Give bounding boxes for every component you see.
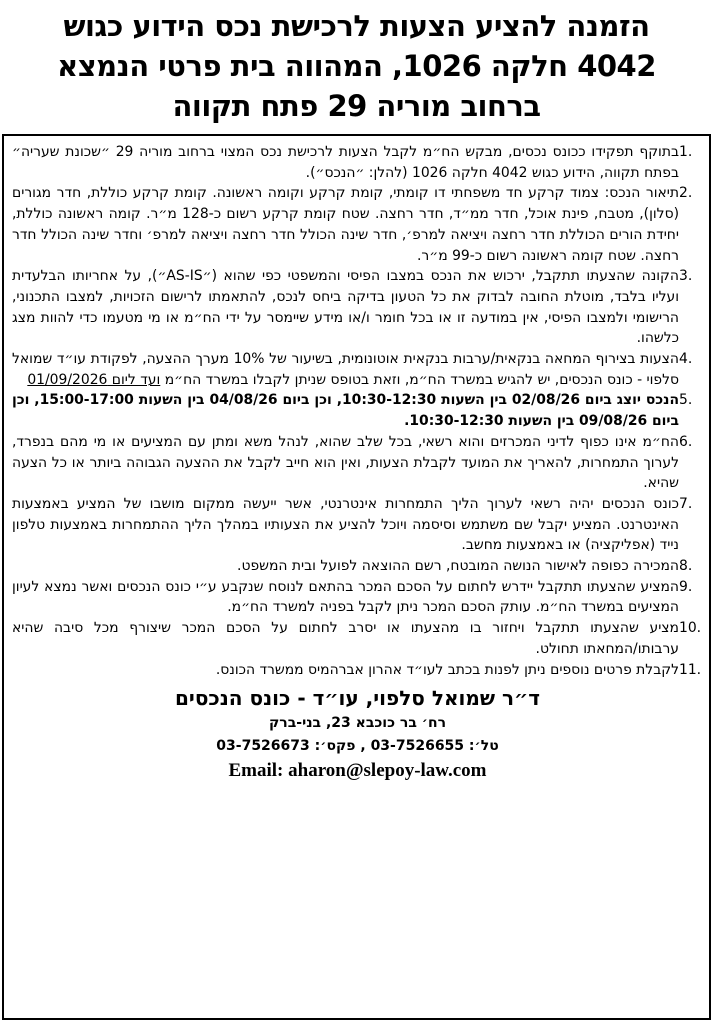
item-text: הח״מ אינו כפוף לדיני המכרזים והוא רשאי, בכל שלב שהוא, לנהל משא ומתן עם המציעים או מי מהם בנפרד, לערוך התמחרות, להאריך את המועד לקבלת הצעות, ואין הוא חייב לקבל את ההצעה הגבוהה ביותר או כל הצעה שהיא.	[12, 433, 679, 492]
notice-title	[0, 6, 713, 126]
item-number: 9.	[679, 578, 693, 595]
item-number: 7.	[679, 495, 693, 512]
notice-item	[12, 432, 703, 494]
item-text: תיאור הנכס: צמוד קרקע חד משפחתי דו קומתי, קומת קרקע וקומה ראשונה. קומת קרקע כוללת, חדר מגורים (סלון), מטבח, פינת אוכל, חדר ממ״ד, חדר רחצה. שטח קומת קרקע רשום כ-128 מ״ר. קומה ראשונה כוללת, יחידת הורים הכוללת חדר רחצה ויציאה למרפ׳, חדר שינה הכולל חדר רחצה ויציאה למרפ׳ וחדר שינה הכולל חדר רחצה. שטח קומה ראשונה רשום כ-99 מ״ר.	[12, 185, 679, 264]
notice-item	[12, 142, 703, 183]
title-line-1: הזמנה להציע הצעות לרכישת נכס הידוע כגוש	[63, 9, 650, 43]
item-number: 4.	[679, 351, 693, 368]
item-text: כונס הנכסים יהיה רשאי לערוך הליך התמחרות אינטרנטי, אשר ייעשה ממקום מושבו של המציע באמצעות האינטרנט. המציע יקבל שם משתמש וסיסמה ויוכל להציע את הצעותיו במהלך הליך ההתמחרות באמצעות טלפון נייד (אפליקציה) או באמצעות מחשב.	[12, 495, 679, 554]
item-text: הקונה שהצעתו תתקבל, ירכוש את הנכס במצבו הפיסי והמשפטי כפי שהוא (״AS-IS״), על אחריותו הבלעדית ועליו בלבד, מוטלת החובה לבדוק את כל הטעון בדיקה ביחס לנכס, להתאמתו לרישום הזכויות, למצבו התכנוני, הרישומי ולמצבו הפיסי, אין במודעה זו או בכל חומר ו/או מידע שיימסר על ידי הח״מ או מי מטעמו כדי להוות מצג כלשהו.	[12, 268, 679, 347]
item-number: 10.	[679, 620, 702, 637]
item-text: מציע שהצעתו תתקבל ויחזור בו מהצעתו או יסרב לחתום על הסכם המכר שיצורף מכל סיבה שהיא ערבותו/המחאתו תחולט.	[12, 620, 679, 657]
item-text-main: הצעות בצירוף המחאה בנקאית/ערבות בנקאית אוטונומית, בשיעור של 10% מערך ההצעה, לפקודת עו״ד שמואל סלפוי - כונס הנכסים, יש להגיש במשרד הח״מ, וזאת בטופס שניתן לקבלו במשרד הח״מ	[12, 351, 680, 388]
notice-item	[12, 494, 703, 556]
item-number: 2.	[679, 185, 693, 202]
notice-item	[12, 266, 703, 349]
receiver-phones: טל׳: 03-7526655 , פקס׳: 03-7526673	[216, 738, 499, 755]
item-text: המציע שהצעתו תתקבל יידרש לחתום על הסכם המכר בהתאם לנוסח שנקבע ע״י כונס הנכסים ואשר נמצא לעיון המציעים במשרד הח״מ. עותק הסכם המכר ניתן לקבל בפניה למשרד הח״מ.	[12, 578, 679, 616]
receiver-address: רח׳ בר כוכבא 23, בני-ברק	[268, 715, 447, 732]
item-number: 11.	[679, 661, 702, 678]
notice-item	[12, 618, 703, 659]
notice-item	[12, 556, 703, 577]
notice-items-list	[12, 142, 703, 680]
item-number: 5.	[679, 392, 693, 409]
notice-body-frame	[2, 134, 711, 1020]
item-text: לקבלת פרטים נוספים ניתן לפנות בכתב לעו״ד אהרון אברהמיס ממשרד הכונס.	[215, 661, 679, 678]
notice-item	[12, 349, 703, 390]
item-number: 8.	[679, 558, 693, 575]
item-text: המכירה כפופה לאישור הנושה המובטח, רשם ההוצאה לפועל ובית המשפט.	[237, 558, 679, 575]
item-number: 3.	[679, 268, 693, 285]
notice-item	[12, 577, 703, 618]
item-number: 6.	[679, 433, 693, 450]
item-number: 1.	[679, 144, 693, 160]
notice-item	[12, 183, 703, 266]
receiver-email[interactable]: Email: aharon@slepoy-law.com	[228, 760, 487, 782]
item-text: בתוקף תפקידו ככונס נכסים, מבקש הח״מ לקבל הצעות לרכישת נכס המצוי ברחוב מוריה 29 ״שכונת שעריה״ בפתח תקווה, הידוע כגוש 4042 חלקה 1026 (להלן: ״הנכס״).	[12, 144, 679, 181]
deadline-underlined: ועד ליום 01/09/2026	[27, 371, 161, 388]
title-line-2: 4042 חלקה 1026, המהווה בית פרטי הנמצא	[57, 49, 656, 83]
notice-item	[12, 390, 703, 431]
item-text: הנכס יוצג ביום 02/08/26 בין השעות 10:30-12:30, וכן ביום 04/08/26 בין השעות 15:00-17:00, וכן ביום 09/08/26 בין השעות 10:30-12:30.	[12, 392, 679, 430]
notice-item	[12, 660, 703, 681]
signature-block	[12, 684, 703, 784]
title-line-3: ברחוב מוריה 29 פתח תקווה	[172, 89, 541, 123]
item-text	[12, 349, 679, 390]
receiver-name: ד״ר שמואל סלפוי, עו״ד - כונס הנכסים	[175, 686, 540, 711]
